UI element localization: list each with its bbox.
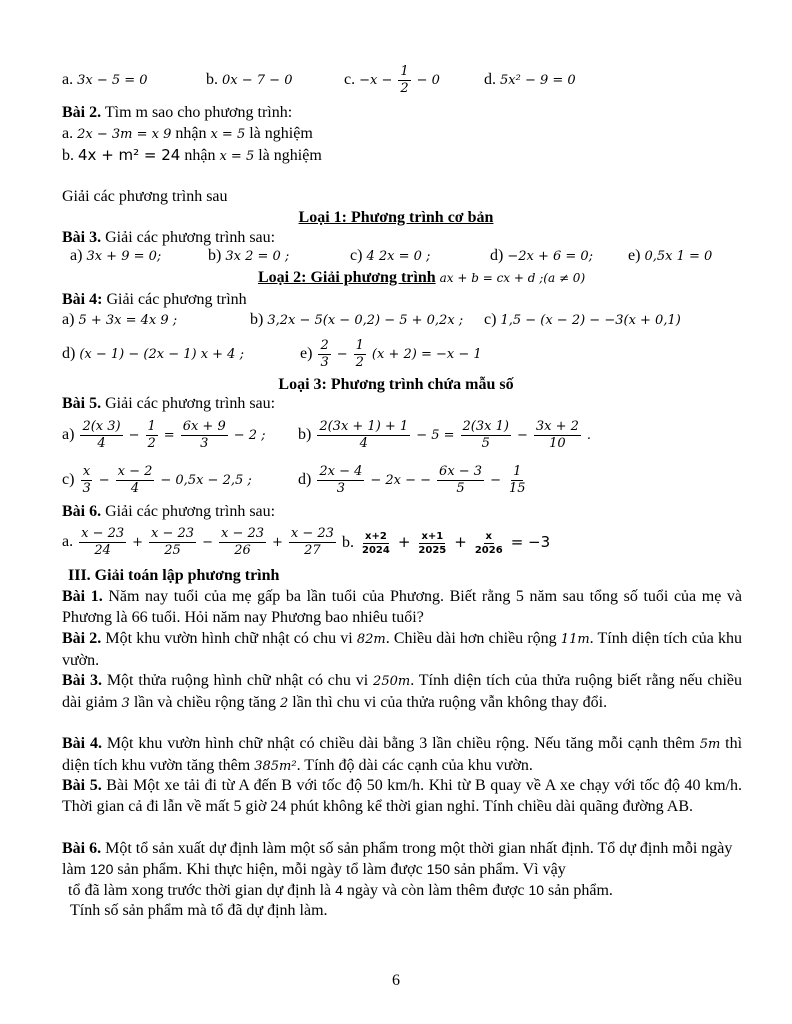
section3-heading: III. Giải toán lập phương trình (68, 567, 280, 584)
bai4-b-label: b) (250, 311, 264, 328)
bai3-c (350, 246, 430, 267)
bai5-c-d2: 4 (130, 480, 140, 496)
bai3-e (628, 246, 712, 267)
ex1-b (206, 70, 292, 91)
bai6-a-num2: x − 23 (151, 525, 195, 541)
bai5-c-post: − 0,5x − 2,5 ; (160, 473, 252, 488)
problem-6-v1: 120 (90, 861, 114, 877)
bai5-a-frac3 (181, 419, 228, 452)
bai5-c (62, 460, 252, 501)
problem-6-line3 (68, 880, 613, 901)
bai5-c-n1: x (82, 463, 91, 479)
ex1-c (344, 62, 440, 99)
bai6-a-frac1 (79, 526, 126, 559)
problem-3-t4: lần thì chu vi của thửa ruộng vẫn không thay đổi. (292, 694, 608, 711)
bai5-a-d2: 2 (147, 435, 156, 451)
bai5-d-d3: 15 (508, 480, 526, 496)
bai6-a-den4: 27 (304, 542, 321, 558)
problem-2-t3: . Tính diện tích của khu vườn. (62, 630, 743, 669)
bai5-d (298, 460, 530, 501)
bai5-c-d1: 3 (82, 480, 91, 496)
problem-4 (62, 733, 742, 777)
bai5-a-post: − 2 ; (233, 428, 266, 443)
bai6-a-frac3 (219, 526, 266, 559)
bai5-heading (62, 394, 275, 414)
loai1-heading: Loại 1: Phương trình cơ bản (298, 209, 494, 226)
bai6-b-den2: 2025 (418, 544, 447, 556)
problem-1 (62, 586, 742, 628)
bai3-c-label: c) (350, 247, 363, 264)
bai5-d-n1: 2x − 4 (319, 463, 363, 479)
ex1-d-expr: 5x² − 9 = 0 (500, 73, 576, 88)
bai4-e-minus: − (336, 347, 348, 362)
bai3-e-label: e) (628, 247, 641, 264)
problem-3-t3: lần và chiều rộng tăng (133, 694, 276, 711)
bai6-a-frac4 (289, 526, 336, 559)
bai3-d-expr: −2x + 6 = 0; (507, 249, 594, 264)
bai6-a-den3: 26 (234, 542, 251, 558)
bai3-text: Giải các phương trình sau: (105, 229, 276, 246)
bai4-e-label: e) (300, 345, 313, 362)
bai6-a-num1: x − 23 (81, 525, 125, 541)
bai6-a-frac2 (149, 526, 196, 559)
problem-2-t2: . Chiều dài hơn chiều rộng (385, 630, 557, 647)
bai4-e-frac2 (354, 338, 366, 371)
bai6-b-op3: = −3 (510, 533, 551, 551)
bai5-a-d3: 3 (200, 435, 209, 451)
bai6-b (342, 521, 550, 564)
bai3-a (70, 246, 161, 267)
bai5-d-d1: 3 (336, 480, 345, 496)
bai4-e-d1: 3 (320, 354, 329, 370)
bai6-b-frac2 (416, 530, 448, 557)
problem-3-v2: 3 (121, 696, 130, 711)
bai6-a-den1: 24 (94, 542, 111, 558)
bai4-e (300, 334, 482, 375)
bai5-a-n2: 1 (147, 418, 156, 434)
ex1-row (62, 70, 148, 91)
bai2-b-end: là nghiệm (258, 147, 322, 164)
bai5-d-n3: 1 (513, 463, 522, 479)
bai5-d-n2: 6x − 3 (439, 463, 483, 479)
ex1-c-den: 2 (400, 80, 409, 96)
bai3-a-expr: 3x + 9 = 0; (86, 249, 162, 264)
bai6-b-op1: + (397, 533, 411, 551)
bai5-a-d1: 4 (97, 435, 106, 451)
bai6-a (62, 521, 338, 564)
bai6-b-op2: + (454, 533, 467, 551)
bai6-b-num3: x (485, 530, 492, 542)
bai5-c-frac1 (80, 464, 92, 497)
bai2-b-x: x = 5 (219, 149, 255, 164)
page-number: 6 (392, 972, 400, 989)
problem-2-title: Bài 2. (62, 630, 102, 647)
bai5-a-n3: 6x + 9 (182, 418, 226, 434)
bai3-b-expr: 3x 2 = 0 ; (225, 249, 290, 264)
bai6-a-label: a. (62, 533, 74, 550)
problem-6-t3: sản phẩm. Vì vậy (454, 861, 566, 878)
problem-4-t3: . Tính độ dài các cạnh của khu vườn. (296, 757, 533, 774)
bai5-d-op2: − (490, 473, 501, 488)
bai4-e-n2: 1 (355, 337, 364, 353)
bai2-a-expr: 2x − 3m = x 9 (77, 127, 172, 142)
bai5-a-label: a) (62, 426, 75, 443)
problem-6-v2: 150 (426, 861, 451, 877)
bai6-text: Giải các phương trình sau: (105, 503, 276, 520)
bai5-a-frac2 (146, 419, 158, 452)
bai4-b-expr: 3,2x − 5(x − 0,2) − 5 + 0,2x ; (267, 313, 464, 328)
ex1-d (484, 70, 576, 91)
bai5-title: Bài 5. (62, 395, 102, 412)
bai3-e-expr: 0,5x 1 = 0 (644, 249, 713, 264)
bai4-d-label: d) (62, 345, 76, 362)
bai2-a-x: x = 5 (210, 127, 246, 142)
bai5-a (62, 415, 266, 456)
bai5-a-op1: − (128, 428, 140, 443)
bai5-a-n1: 2(x 3) (82, 418, 121, 434)
bai5-b-n2: 2(3x 1) (462, 418, 509, 434)
bai5-c-n2: x − 2 (117, 463, 153, 479)
problem-3-t2: . Tính diện tích của thửa ruộng biết rằng nếu chiều dài giảm (62, 672, 743, 711)
bai6-b-num1: x+2 (365, 530, 387, 542)
bai6-b-frac3 (473, 530, 505, 557)
bai5-b (298, 415, 591, 456)
bai5-d-op1: − 2x − − (370, 473, 432, 488)
bai4-e-frac1 (318, 338, 330, 371)
bai5-d-frac1 (317, 464, 364, 497)
bai5-b-d2: 5 (481, 435, 490, 451)
problem-3-v3: 2 (280, 696, 289, 711)
bai4-heading (62, 290, 247, 310)
ex1-c-post: − 0 (416, 73, 440, 88)
bai5-b-frac2 (461, 419, 511, 452)
bai3-title: Bài 3. (62, 229, 102, 246)
bai5-b-op1: − 5 = (416, 428, 455, 443)
bai5-b-frac3 (534, 419, 581, 452)
problem-6-t1: Một tổ sản xuất dự định làm một số sản phẩm trong một thời gian nhất định. Tổ dự định mỗi ngày làm (62, 840, 733, 878)
bai3-b (208, 246, 289, 267)
problem-2 (62, 628, 742, 671)
bai5-b-n3: 3x + 2 (535, 418, 579, 434)
loai3-heading: Loại 3: Phương trình chứa mẫu số (278, 376, 514, 393)
bai5-c-op1: − (98, 473, 110, 488)
bai5-d-d2: 5 (456, 480, 465, 496)
bai5-b-d1: 4 (359, 435, 368, 451)
problem-2-v1: 82m (356, 632, 386, 647)
problem-4-v2: 385m² (254, 759, 297, 774)
bai6-b-label: b. (342, 534, 354, 551)
bai3-b-label: b) (208, 247, 222, 264)
bai4-b (250, 310, 463, 331)
bai5-a-op2: = (163, 428, 175, 443)
problem-5-title: Bài 5. (62, 777, 102, 794)
problem-4-v1: 5m (699, 737, 721, 752)
bai6-a-num4: x − 23 (290, 525, 334, 541)
bai3-d (490, 246, 593, 267)
bai4-c-expr: 1,5 − (x − 2) − −3(x + 0,1) (500, 313, 681, 328)
problem-6-t5: ngày và còn làm thêm được (346, 882, 525, 899)
ex1-c-pre: −x − (359, 73, 393, 88)
problem-2-v2: 11m (560, 632, 590, 647)
bai2-b-expr: 4x + m² = 24 (78, 146, 181, 164)
problem-3-t1: Một thửa ruộng hình chữ nhật có chu vi (106, 672, 369, 689)
bai5-b-label: b) (298, 426, 312, 443)
problem-6-t6: sản phẩm. (548, 882, 613, 899)
problem-6-v4: 4 (335, 882, 343, 898)
loai2-expr: ax + b = cx + d ;(a ≠ 0) (439, 271, 586, 285)
ex1-a-expr: 3x − 5 = 0 (77, 73, 148, 88)
intro-text: Giải các phương trình sau (62, 188, 228, 205)
bai2-title: Bài 2. (62, 104, 102, 121)
bai5-b-n1: 2(3x + 1) + 1 (319, 418, 409, 434)
bai5-text: Giải các phương trình sau: (105, 395, 276, 412)
bai2-a-label: a. (62, 125, 74, 142)
bai6-a-op1: + (132, 535, 144, 550)
ex1-a-label: a. (62, 71, 74, 88)
bai4-text: Giải các phương trình (106, 291, 247, 308)
bai5-b-post: . (586, 428, 592, 443)
ex1-c-num: 1 (400, 63, 409, 79)
bai2-a-end: là nghiệm (249, 125, 313, 142)
problem-6 (62, 838, 742, 880)
problem-1-title: Bài 1. (62, 588, 103, 605)
bai3-c-expr: 4 2x = 0 ; (366, 249, 431, 264)
bai6-b-den1: 2024 (362, 544, 390, 556)
bai2-a-mid: nhận (175, 125, 207, 142)
problem-3-v1: 250m (373, 674, 411, 689)
bai4-a (62, 310, 177, 331)
bai6-heading (62, 502, 275, 522)
bai5-d-frac2 (437, 464, 484, 497)
bai5-b-frac1 (317, 419, 410, 452)
bai2-a (62, 124, 313, 145)
ex1-c-fraction (398, 64, 410, 97)
problem-6-title: Bài 6. (62, 840, 102, 857)
problem-6-t2: sản phẩm. Khi thực hiện, mỗi ngày tổ làm được (117, 861, 423, 878)
problem-6-v5: 10 (528, 882, 545, 898)
bai4-a-expr: 5 + 3x = 4x 9 ; (78, 313, 178, 328)
bai6-title: Bài 6. (62, 503, 102, 520)
bai6-a-op2: − (202, 535, 213, 550)
problem-6-line4: Tính số sản phẩm mà tổ đã dự định làm. (70, 902, 328, 919)
bai4-d-expr: (x − 1) − (2x − 1) x + 4 ; (79, 347, 244, 362)
bai2-heading (62, 103, 292, 123)
problem-3 (62, 670, 742, 714)
bai4-e-post: (x + 2) = −x − 1 (371, 347, 482, 362)
bai5-c-frac2 (116, 464, 155, 497)
bai5-b-op2: − (516, 428, 528, 443)
bai2-b-mid: nhận (184, 147, 216, 164)
loai2-heading (258, 268, 585, 288)
bai5-a-frac1 (80, 419, 122, 452)
bai6-a-den2: 25 (164, 542, 181, 558)
bai5-c-label: c) (62, 471, 75, 488)
bai4-a-label: a) (62, 311, 75, 328)
problem-1-text: Năm nay tuổi của mẹ gấp ba lần tuổi của Phương. Biết rằng 5 năm sau tổng số tuổi của mẹ và Phương là 66 tuổi. Hỏi năm nay Phương bao nhiêu tuổi? (62, 588, 742, 626)
problem-3-title: Bài 3. (62, 672, 102, 689)
bai5-d-label: d) (298, 471, 312, 488)
ex1-b-label: b. (206, 71, 218, 88)
bai6-b-den3: 2026 (474, 544, 503, 556)
bai5-b-d3: 10 (549, 435, 566, 451)
problem-5 (62, 775, 742, 817)
bai6-b-frac1 (360, 530, 392, 557)
bai6-a-num3: x − 23 (220, 525, 265, 541)
bai4-e-d2: 2 (355, 354, 364, 370)
bai6-b-num2: x+1 (421, 530, 444, 542)
problem-4-t2: thì diện tích khu vườn tăng thêm (62, 735, 743, 774)
bai6-a-op3: + (272, 535, 283, 550)
bai5-d-frac3 (507, 464, 528, 497)
problem-4-title: Bài 4. (62, 735, 102, 752)
bai3-a-label: a) (70, 247, 83, 264)
bai4-c (484, 310, 681, 331)
bai2-b (62, 145, 322, 167)
problem-5-text: Bài Một xe tải đi từ A đến B với tốc độ 50 km/h. Khi từ B quay về A xe chạy với tốc độ 40 km/h. Thời gian cả đi lẫn về mất 5 giờ 24 phút không kể thời gian nghỉ. Tính chiều dài quãng đường AB. (62, 777, 743, 815)
bai4-title: Bài 4: (62, 291, 103, 308)
bai4-d (62, 344, 244, 365)
bai2-text: Tìm m sao cho phương trình: (104, 104, 293, 121)
bai3-d-label: d) (490, 247, 504, 264)
problem-6-t4: tổ đã làm xong trước thời gian dự định là (68, 882, 332, 899)
ex1-d-label: d. (484, 71, 496, 88)
problem-4-t1: Một khu vườn hình chữ nhật có chiều dài bằng 3 lần chiều rộng. Nếu tăng mỗi cạnh thêm (106, 735, 695, 752)
bai4-e-n1: 2 (320, 337, 329, 353)
bai3-heading (62, 228, 275, 248)
bai2-b-label: b. (62, 147, 74, 164)
ex1-b-expr: 0x − 7 − 0 (222, 73, 293, 88)
loai2-text: Loại 2: Giải phương trình (258, 269, 436, 286)
problem-2-t1: Một khu vườn hình chữ nhật có chu vi (105, 630, 353, 647)
bai4-c-label: c) (484, 311, 497, 328)
ex1-c-label: c. (344, 71, 356, 88)
